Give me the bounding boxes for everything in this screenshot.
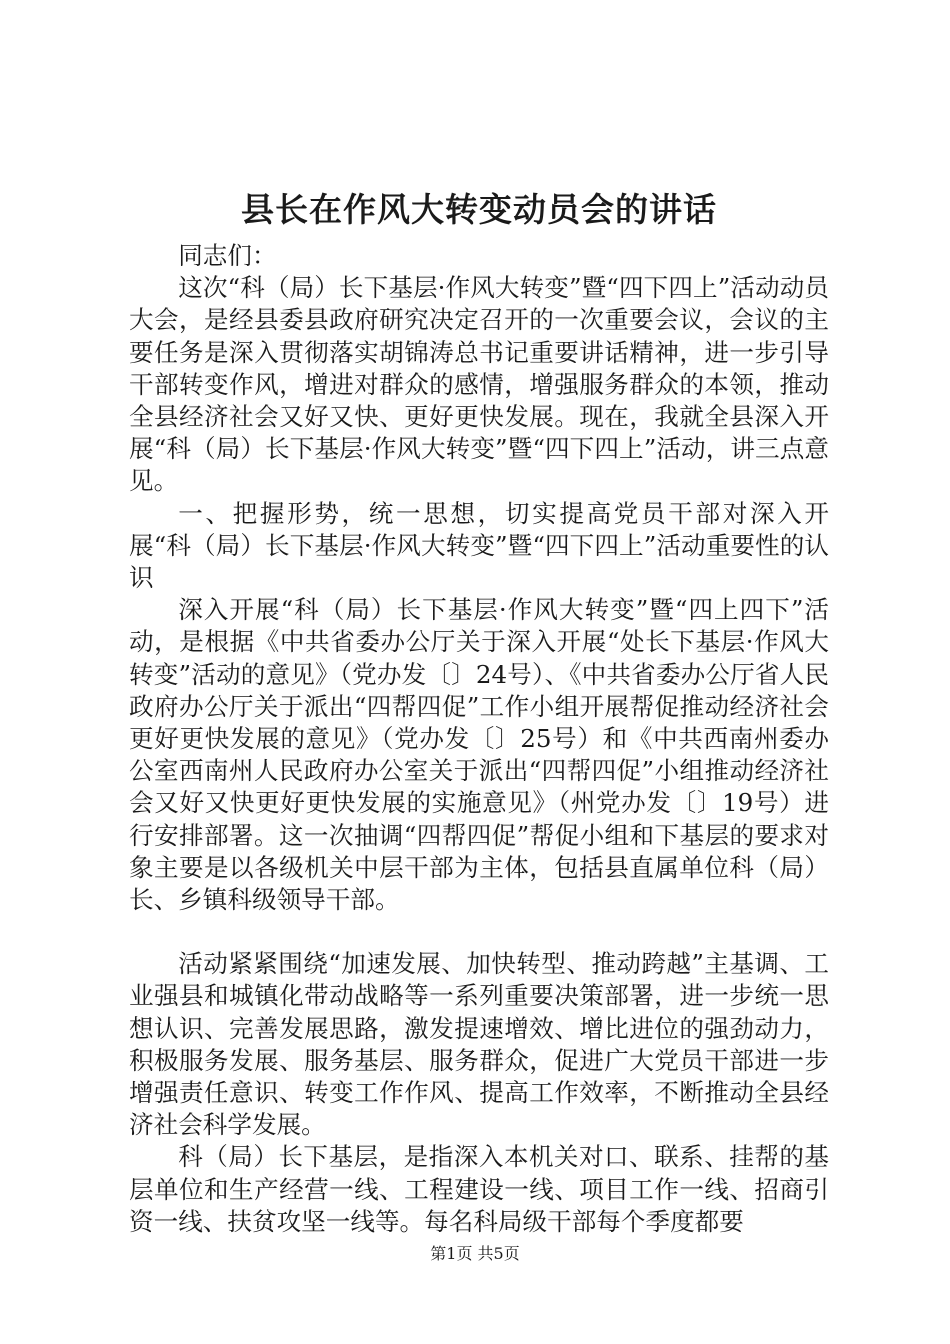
paragraph-basis: 深入开展“科（局）长下基层·作风大转变”暨“四上四下”活动，是根据《中共省委办公厅关于深入开展“处长下基层·作风大转变”活动的意见》（党办发〔〕24号）、《中共省委办公厅省人民政府办公厅关于派出“四帮四促”工作小组开展帮促推动经济社会更好更快发展的意见》（党办发〔〕25号）和《中共西南州委办公室西南州人民政府办公室关于派出“四帮四促”小组推动经济社会又好又快更好更快发展的实施意见》（州党办发〔〕19号）进行安排部署。这一次抽调“四帮四促”帮促小组和下基层的要求对象主要是以各级机关中层干部为主体，包括县直属单位科（局）长、乡镇科级领导干部。 [129, 595, 829, 915]
salutation: 同志们： [178, 241, 277, 270]
paragraph-intro: 这次“科（局）长下基层·作风大转变”暨“四下四上”活动动员大会，是经县委县政府研究决定召开的一次重要会议，会议的主要任务是深入贯彻落实胡锦涛总书记重要讲话精神，进一步引导干部转变作风，增进对群众的感情，增强服务群众的本领，推动全县经济社会又好又快、更好更快发展。现在，我就全县深入开展“科（局）长下基层·作风大转变”暨“四下四上”活动，讲三点意见。 [129, 273, 829, 496]
paragraph-activity: 活动紧紧围绕“加速发展、加快转型、推动跨越”主基调、工业强县和城镇化带动战略等一系列重要决策部署，进一步统一思想认识、完善发展思路，激发提速增效、增比进位的强劲动力，积极服务发展、服务基层、服务群众，促进广大党员干部进一步增强责任意识、转变工作作风、提高工作效率，不断推动全县经济社会科学发展。 [129, 949, 829, 1140]
document-body [129, 240, 829, 1238]
document-title: 县长在作风大转变动员会的讲话 [241, 190, 717, 229]
paragraph-grassroots: 科（局）长下基层，是指深入本机关对口、联系、挂帮的基层单位和生产经营一线、工程建设一线、项目工作一线、招商引资一线、扶贫攻坚一线等。每名科局级干部每个季度都要 [129, 1142, 829, 1236]
page-number-footer: 第1页 共5页 [430, 1244, 520, 1263]
section-heading-1: 一、把握形势，统一思想，切实提高党员干部对深入开展“科（局）长下基层·作风大转变”暨“四下四上”活动重要性的认识 [129, 498, 829, 593]
document-page [129, 186, 829, 1238]
